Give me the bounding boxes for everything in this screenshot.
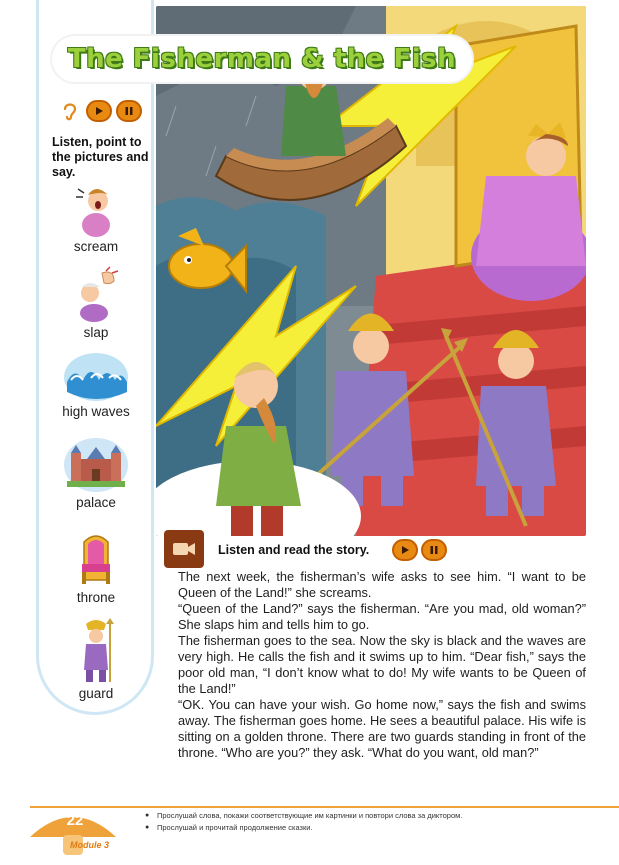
palace-icon <box>63 437 129 493</box>
story-paragraph: “Queen of the Land?” says the fisherman. “Are you mad, old woman?” She slaps him and tells him to go. <box>178 601 586 632</box>
play-button[interactable] <box>86 100 112 122</box>
story-illustration <box>156 6 586 536</box>
video-button[interactable] <box>164 530 204 568</box>
story-paragraph: The fisherman goes to the sea. Now the sky is black and the waves are very high. He calls the fish and it swims up to him. “Dear fish,” says the poor old man, “I don’t know what to do! My wife wants to be Queen of the Land!” <box>178 633 586 696</box>
story-paragraph: The next week, the fisherman’s wife asks to see him. “I want to be Queen of the Land!” she screams. <box>178 569 586 600</box>
video-camera-icon <box>172 540 196 558</box>
pause-icon <box>429 545 439 555</box>
pause-button[interactable] <box>116 100 142 122</box>
story-paragraph: “OK. You can have your wish. Go home now,” says the fish and swims away. The fisherman goes home. He sees a beautiful palace. His wife is sitting on a golden throne. There are two guards standing in front of the throne. “Who are you?” they ask. “What do you want, old man?” <box>178 697 586 760</box>
ear-listen-icon <box>60 100 82 122</box>
play-icon <box>94 106 104 116</box>
guard-icon <box>76 618 116 684</box>
throne-icon <box>76 530 116 588</box>
story-instruction: Listen and read the story. <box>218 543 370 557</box>
screaming-woman-icon <box>72 183 120 237</box>
vocab-item-throne[interactable] <box>40 530 152 605</box>
page-number: 22 <box>66 812 84 829</box>
play-icon <box>400 545 410 555</box>
vocab-word: guard <box>78 686 114 701</box>
story-audio-controls <box>392 539 447 561</box>
vocab-instruction: Listen, point to the pictures and say. <box>52 135 149 179</box>
footnote: ● Прослушай слова, покажи соответствующие им картинки и повтори слова за диктором. <box>145 810 462 822</box>
pause-icon <box>124 106 134 116</box>
footer-divider <box>30 806 619 808</box>
footnote: ● Прослушай и прочитай продолжение сказки. <box>145 822 462 834</box>
vocab-word: scream <box>73 239 119 254</box>
story-text <box>178 569 586 761</box>
waves-icon <box>63 352 129 402</box>
footnotes <box>145 810 462 834</box>
vocab-item-high-waves[interactable] <box>40 352 152 419</box>
slapping-hand-icon <box>70 265 122 323</box>
title-banner <box>52 36 472 82</box>
vocab-word: palace <box>76 495 116 510</box>
story-pause-button[interactable] <box>421 539 447 561</box>
vocab-item-scream[interactable] <box>40 183 152 254</box>
vocab-audio-controls <box>60 100 142 122</box>
vocab-word: throne <box>76 590 116 605</box>
vocab-word: slap <box>83 325 109 340</box>
vocab-word: high waves <box>62 404 130 419</box>
vocab-item-slap[interactable] <box>40 265 152 340</box>
page-title: The Fisherman & the Fish <box>67 44 457 74</box>
vocab-item-palace[interactable] <box>40 437 152 510</box>
story-play-button[interactable] <box>392 539 418 561</box>
module-label: Module 3 <box>70 840 110 850</box>
vocab-item-guard[interactable] <box>40 618 152 701</box>
